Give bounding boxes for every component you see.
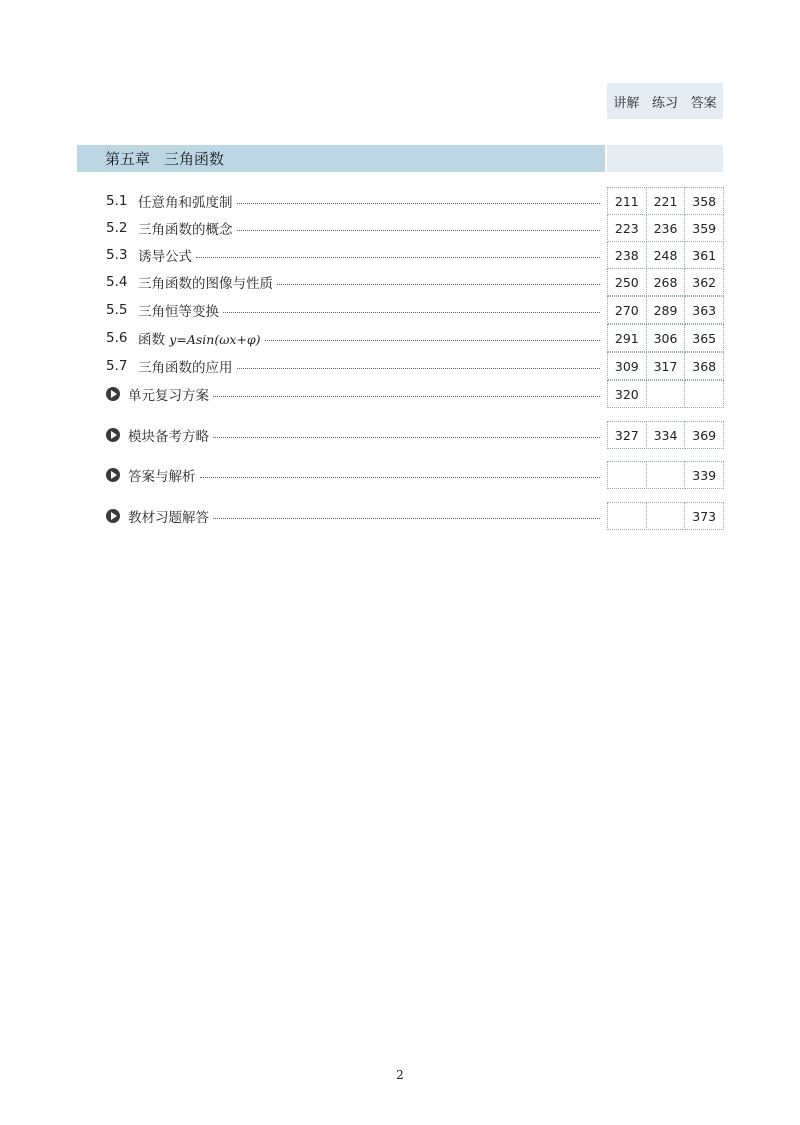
- page-ref-lecture[interactable]: 238: [607, 241, 647, 269]
- dot-leader: [237, 230, 601, 231]
- toc-entry-answers-analysis[interactable]: [106, 461, 604, 488]
- column-header-practice: 练习: [652, 95, 679, 111]
- dot-leader: [277, 284, 600, 285]
- column-header-lecture: 讲解: [613, 95, 640, 111]
- toc-entry-textbook-solutions[interactable]: [106, 502, 604, 529]
- chapter-title: 三角函数: [164, 150, 225, 168]
- page-ref-answers[interactable]: 362: [684, 268, 724, 296]
- play-arrow-icon: [106, 428, 120, 442]
- toc-entry-5-5[interactable]: [106, 296, 604, 323]
- dot-leader: [213, 518, 600, 519]
- page-ref-answers[interactable]: 359: [684, 214, 724, 242]
- dot-leader: [237, 203, 601, 204]
- page-ref-answers[interactable]: 361: [684, 241, 724, 269]
- page-ref-lecture[interactable]: 291: [607, 324, 647, 352]
- page-ref-lecture[interactable]: 270: [607, 296, 647, 324]
- section-title: [138, 328, 261, 348]
- page-ref-practice[interactable]: 289: [646, 296, 686, 324]
- section-title: 三角恒等变换: [138, 303, 219, 320]
- page-refs-5-3: [607, 241, 723, 268]
- page-number: 2: [396, 1068, 404, 1082]
- page-ref-lecture[interactable]: 250: [607, 268, 647, 296]
- page-ref-practice[interactable]: 334: [646, 421, 686, 449]
- dot-leader: [223, 312, 600, 313]
- section-title: 任意角和弧度制: [138, 194, 233, 211]
- page-ref-practice[interactable]: 306: [646, 324, 686, 352]
- page-ref-answers[interactable]: 363: [684, 296, 724, 324]
- play-arrow-icon: [106, 468, 120, 482]
- dot-leader: [200, 477, 601, 478]
- page-ref-lecture[interactable]: 211: [607, 187, 647, 215]
- section-number: 5.4: [106, 273, 128, 290]
- page-ref-practice[interactable]: 236: [646, 214, 686, 242]
- toc-entry-unit-review[interactable]: [106, 380, 604, 407]
- page-ref-lecture: [607, 461, 647, 489]
- page-ref-practice: [646, 461, 686, 489]
- page-refs-5-6: [607, 324, 723, 351]
- entry-title: 答案与解析: [128, 468, 196, 485]
- section-title: 三角函数的图像与性质: [138, 275, 273, 292]
- page-ref-practice: [646, 380, 686, 408]
- page-refs-answers-analysis: [607, 461, 723, 488]
- page-refs-5-1: [607, 187, 723, 214]
- toc-entry-5-4[interactable]: [106, 268, 604, 295]
- toc-entry-module-prep[interactable]: [106, 421, 604, 448]
- toc-entry-5-1[interactable]: [106, 187, 604, 214]
- page-ref-practice[interactable]: 221: [646, 187, 686, 215]
- page-ref-answers[interactable]: 358: [684, 187, 724, 215]
- page-ref-lecture[interactable]: 320: [607, 380, 647, 408]
- toc-entry-5-6[interactable]: [106, 324, 604, 351]
- dot-leader: [237, 368, 601, 369]
- section-title: 三角函数的概念: [138, 221, 233, 238]
- page-refs-textbook-solutions: [607, 502, 723, 529]
- entry-title: 单元复习方案: [128, 387, 209, 404]
- entry-title: 教材习题解答: [128, 509, 209, 526]
- section-title-prefix: 函数: [138, 331, 165, 348]
- section-title-formula: y=Asin(ωx+φ): [169, 331, 261, 347]
- column-header: [607, 83, 723, 119]
- section-number: 5.7: [106, 357, 128, 374]
- page-refs-unit-review: [607, 380, 723, 407]
- toc-entry-5-7[interactable]: [106, 352, 604, 379]
- dot-leader: [213, 396, 600, 397]
- page-ref-answers[interactable]: 373: [684, 502, 724, 530]
- page-ref-lecture[interactable]: 223: [607, 214, 647, 242]
- section-number: 5.1: [106, 192, 128, 209]
- dot-leader: [213, 437, 600, 438]
- section-number: 5.3: [106, 246, 128, 263]
- section-number: 5.6: [106, 329, 128, 346]
- page-refs-5-2: [607, 214, 723, 241]
- section-number: 5.5: [106, 301, 128, 318]
- chapter-heading[interactable]: [77, 145, 605, 172]
- page-ref-practice: [646, 502, 686, 530]
- dot-leader: [265, 340, 600, 341]
- page-ref-practice[interactable]: 268: [646, 268, 686, 296]
- dot-leader: [196, 257, 600, 258]
- section-number: 5.2: [106, 219, 128, 236]
- section-title: 诱导公式: [138, 248, 192, 265]
- page-ref-answers[interactable]: 368: [684, 352, 724, 380]
- page-refs-5-5: [607, 296, 723, 323]
- page-ref-practice[interactable]: 317: [646, 352, 686, 380]
- page-ref-lecture[interactable]: 327: [607, 421, 647, 449]
- page-ref-lecture: [607, 502, 647, 530]
- chapter-heading-pages-band: [607, 145, 723, 172]
- toc-entry-5-2[interactable]: [106, 214, 604, 241]
- toc-entry-5-3[interactable]: [106, 241, 604, 268]
- page-ref-answers[interactable]: 365: [684, 324, 724, 352]
- page-ref-lecture[interactable]: 309: [607, 352, 647, 380]
- page-ref-answers[interactable]: 339: [684, 461, 724, 489]
- section-title: 三角函数的应用: [138, 359, 233, 376]
- page-ref-answers: [684, 380, 724, 408]
- page-refs-module-prep: [607, 421, 723, 448]
- page-refs-5-7: [607, 352, 723, 379]
- play-arrow-icon: [106, 387, 120, 401]
- page-ref-practice[interactable]: 248: [646, 241, 686, 269]
- entry-title: 模块备考方略: [128, 428, 209, 445]
- chapter-number: 第五章: [105, 150, 151, 168]
- play-arrow-icon: [106, 509, 120, 523]
- column-header-answers: 答案: [690, 95, 717, 111]
- page-refs-5-4: [607, 268, 723, 295]
- page-ref-answers[interactable]: 369: [684, 421, 724, 449]
